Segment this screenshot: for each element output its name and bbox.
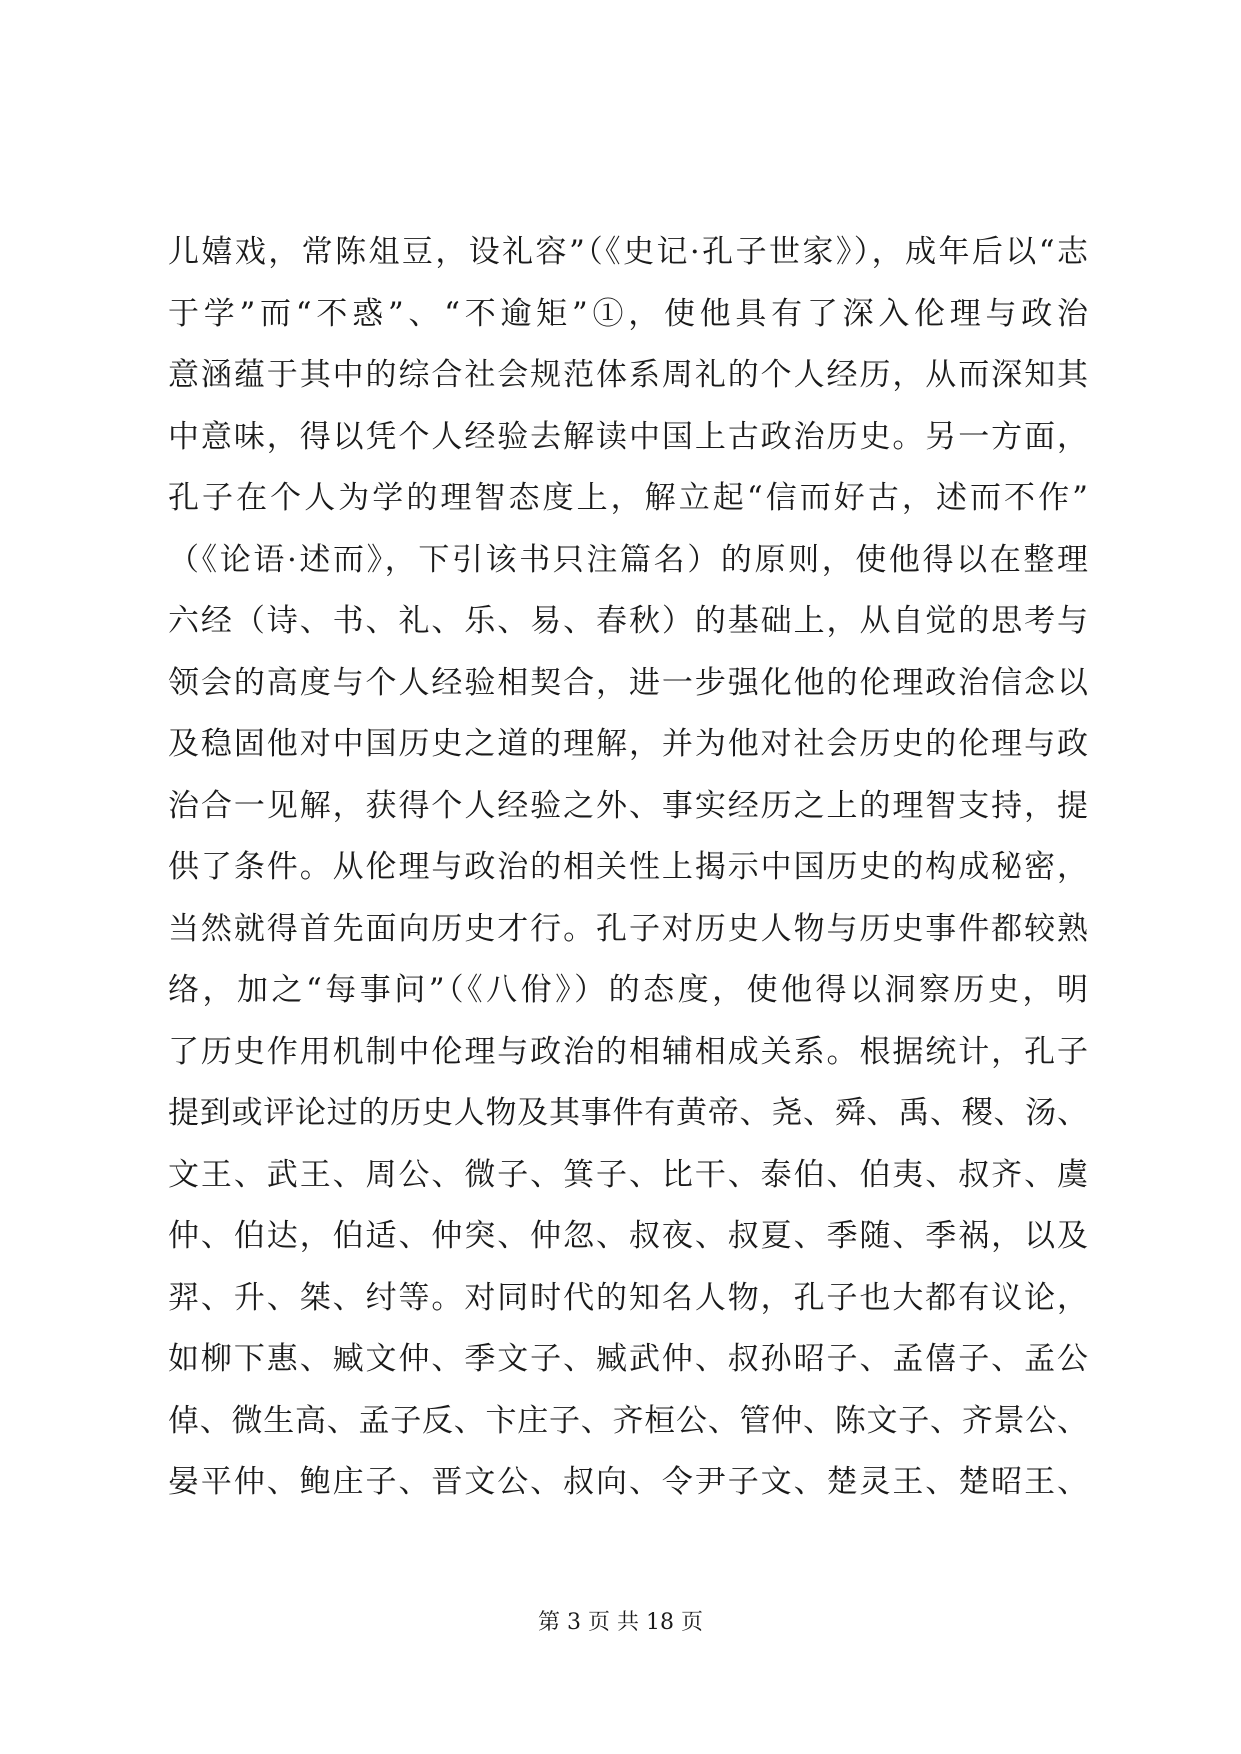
- text-line: 羿、升、桀、纣等。对同时代的知名人物，孔子也大都有议论，: [168, 1279, 1088, 1316]
- text-line: 六经（诗、书、礼、乐、易、春秋）的基础上，从自觉的思考与: [168, 603, 1088, 639]
- text-line: 晏平仲、鲍庄子、晋文公、叔向、令尹子文、楚灵王、楚昭王、: [168, 1464, 1088, 1500]
- text-line: （《论语·述而》，下引该书只注篇名）的原则，使他得以在整理: [168, 541, 1088, 578]
- text-line: 儿嬉戏，常陈俎豆，设礼容”（《史记·孔子世家》），成年后以“志: [168, 234, 1088, 270]
- text-line: 如柳下惠、臧文仲、季文子、臧武仲、叔孙昭子、孟僖子、孟公: [168, 1341, 1088, 1377]
- text-line: 供了条件。从伦理与政治的相关性上揭示中国历史的构成秘密，: [168, 849, 1088, 885]
- text-line: 仲、伯达，伯适、仲突、仲忽、叔夜、叔夏、季随、季祸，以及: [168, 1218, 1088, 1254]
- text-line: 意涵蕴于其中的综合社会规范体系周礼的个人经历，从而深知其: [168, 357, 1088, 393]
- text-line: 提到或评论过的历史人物及其事件有黄帝、尧、舜、禹、稷、汤、: [168, 1095, 1088, 1131]
- text-line: 中意味，得以凭个人经验去解读中国上古政治历史。另一方面，: [168, 418, 1088, 455]
- text-line: 当然就得首先面向历史才行。孔子对历史人物与历史事件都较熟: [168, 910, 1088, 947]
- text-line: 络，加之“每事问”（《八佾》）的态度，使他得以洞察历史，明: [168, 972, 1088, 1008]
- text-line: 治合一见解，获得个人经验之外、事实经历之上的理智支持，提: [168, 787, 1088, 824]
- text-line: 及稳固他对中国历史之道的理解，并为他对社会历史的伦理与政: [168, 726, 1088, 762]
- text-line: 倬、微生高、孟子反、卞庄子、齐桓公、管仲、陈文子、齐景公、: [168, 1402, 1088, 1439]
- page-number-footer: 第 3 页 共 18 页: [538, 1610, 703, 1635]
- text-line: 领会的高度与个人经验相契合，进一步强化他的伦理政治信念以: [168, 664, 1088, 701]
- text-line: 孔子在个人为学的理智态度上，解立起“信而好古，述而不作”: [168, 480, 1088, 516]
- text-line: 于学”而“不惑”、“不逾矩”①，使他具有了深入伦理与政治: [168, 295, 1088, 332]
- body-text: [168, 222, 1088, 1514]
- text-line: 文王、武王、周公、微子、箕子、比干、泰伯、伯夷、叔齐、虞: [168, 1156, 1088, 1193]
- text-line: 了历史作用机制中伦理与政治的相辅相成关系。根据统计，孔子: [168, 1033, 1088, 1070]
